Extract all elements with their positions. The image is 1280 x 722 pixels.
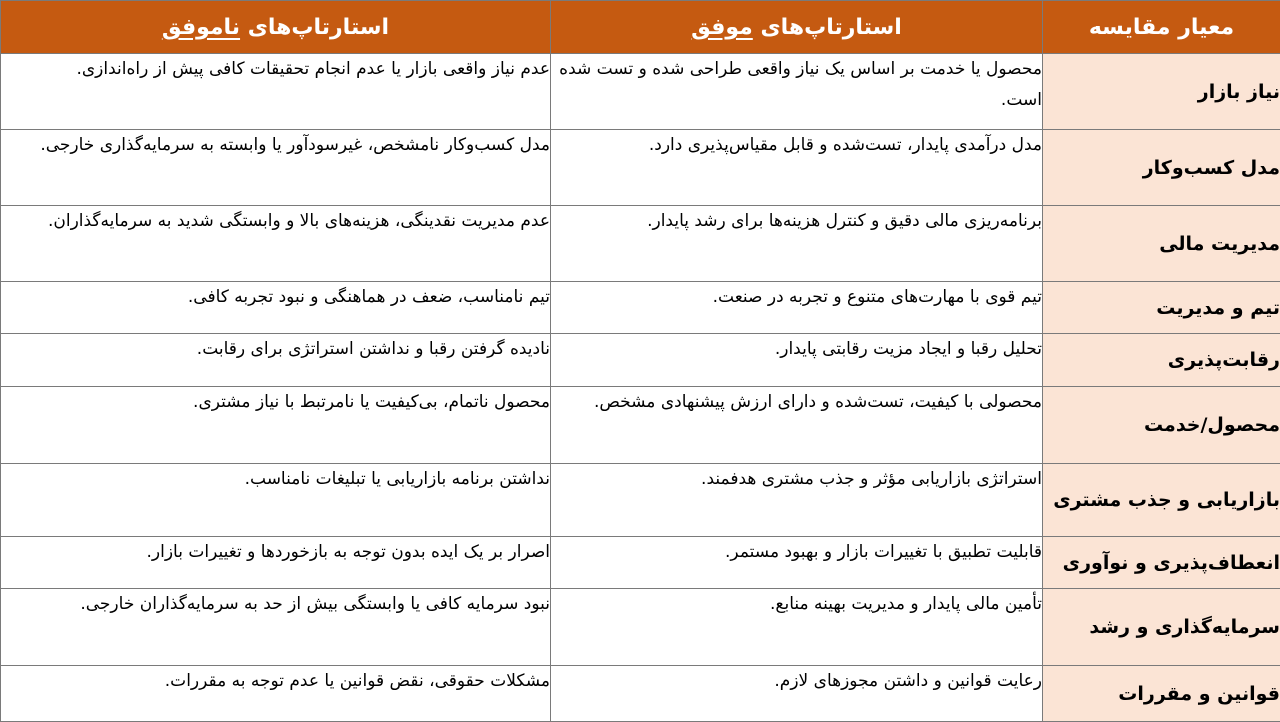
success-cell: تحلیل رقبا و ایجاد مزیت رقابتی پایدار. bbox=[551, 334, 1043, 387]
table-row bbox=[1, 666, 1280, 722]
table-row bbox=[1, 54, 1280, 130]
fail-header bbox=[1, 1, 551, 54]
criterion-cell: انعطاف‌پذیری و نوآوری bbox=[1043, 537, 1280, 589]
success-cell: برنامه‌ریزی مالی دقیق و کنترل هزینه‌ها برای رشد پایدار. bbox=[551, 206, 1043, 282]
fail-cell: محصول ناتمام، بی‌کیفیت یا نامرتبط با نیاز مشتری. bbox=[1, 387, 551, 464]
criterion-cell: محصول/خدمت bbox=[1043, 387, 1280, 464]
fail-cell: عدم مدیریت نقدینگی، هزینه‌های بالا و وابستگی شدید به سرمایه‌گذاران. bbox=[1, 206, 551, 282]
table-row bbox=[1, 334, 1280, 387]
fail-cell: نداشتن برنامه بازاریابی یا تبلیغات نامناسب. bbox=[1, 464, 551, 537]
fail-cell: نادیده گرفتن رقبا و نداشتن استراتژی برای رقابت. bbox=[1, 334, 551, 387]
criterion-cell: مدل کسب‌وکار bbox=[1043, 130, 1280, 206]
success-cell: تیم قوی با مهارت‌های متنوع و تجربه در صنعت. bbox=[551, 282, 1043, 334]
criterion-cell: مدیریت مالی bbox=[1043, 206, 1280, 282]
criterion-cell: نیاز بازار bbox=[1043, 54, 1280, 130]
fail-cell: نبود سرمایه کافی یا وابستگی بیش از حد به سرمایه‌گذاران خارجی. bbox=[1, 589, 551, 666]
table-row bbox=[1, 282, 1280, 334]
fail-cell: اصرار بر یک ایده بدون توجه به بازخوردها و تغییرات بازار. bbox=[1, 537, 551, 589]
fail-header-highlight: ناموفق bbox=[162, 15, 240, 40]
success-header-prefix: استارتاپ‌های bbox=[753, 15, 902, 40]
success-cell: استراتژی بازاریابی مؤثر و جذب مشتری هدفمند. bbox=[551, 464, 1043, 537]
fail-cell: مدل کسب‌وکار نامشخص، غیرسودآور یا وابسته به سرمایه‌گذاری خارجی. bbox=[1, 130, 551, 206]
success-cell: تأمین مالی پایدار و مدیریت بهینه منابع. bbox=[551, 589, 1043, 666]
criterion-cell: تیم و مدیریت bbox=[1043, 282, 1280, 334]
criterion-cell: بازاریابی و جذب مشتری bbox=[1043, 464, 1280, 537]
table-row bbox=[1, 206, 1280, 282]
criterion-cell: سرمایه‌گذاری و رشد bbox=[1043, 589, 1280, 666]
fail-cell: عدم نیاز واقعی بازار یا عدم انجام تحقیقات کافی پیش از راه‌اندازی. bbox=[1, 54, 551, 130]
table-row bbox=[1, 537, 1280, 589]
success-cell: محصول یا خدمت بر اساس یک نیاز واقعی طراحی شده و تست شده است. bbox=[551, 54, 1043, 130]
fail-cell: مشکلات حقوقی، نقض قوانین یا عدم توجه به مقررات. bbox=[1, 666, 551, 722]
fail-header-prefix: استارتاپ‌های bbox=[240, 15, 389, 40]
criteria-header: معیار مقایسه bbox=[1043, 1, 1280, 54]
success-header bbox=[551, 1, 1043, 54]
table-row bbox=[1, 464, 1280, 537]
criterion-cell: رقابت‌پذیری bbox=[1043, 334, 1280, 387]
success-cell: قابلیت تطبیق با تغییرات بازار و بهبود مستمر. bbox=[551, 537, 1043, 589]
success-cell: رعایت قوانین و داشتن مجوزهای لازم. bbox=[551, 666, 1043, 722]
success-header-highlight: موفق bbox=[691, 15, 753, 40]
criterion-cell: قوانین و مقررات bbox=[1043, 666, 1280, 722]
table-row bbox=[1, 589, 1280, 666]
success-cell: مدل درآمدی پایدار، تست‌شده و قابل مقیاس‌پذیری دارد. bbox=[551, 130, 1043, 206]
header-row bbox=[1, 1, 1280, 54]
table-row bbox=[1, 130, 1280, 206]
success-cell: محصولی با کیفیت، تست‌شده و دارای ارزش پیشنهادی مشخص. bbox=[551, 387, 1043, 464]
fail-cell: تیم نامناسب، ضعف در هماهنگی و نبود تجربه کافی. bbox=[1, 282, 551, 334]
table-row bbox=[1, 387, 1280, 464]
